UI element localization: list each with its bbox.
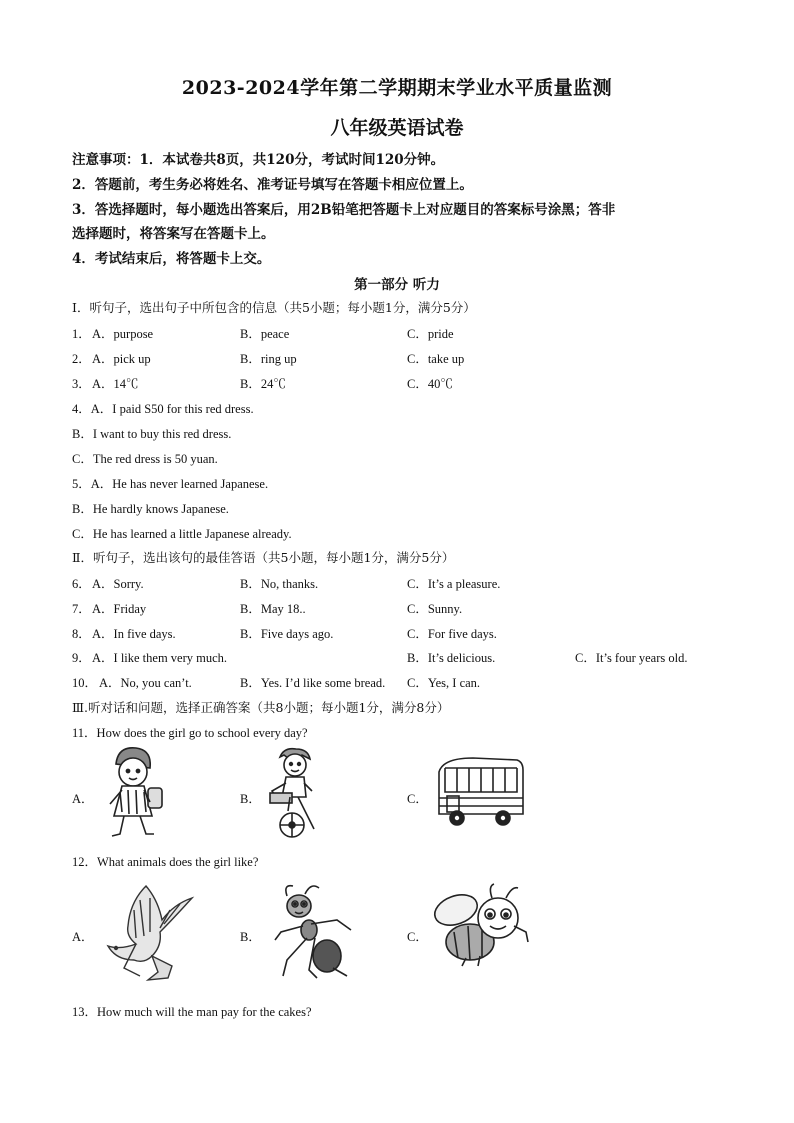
question-11-text: 11．How does the girl go to school every day? [72,726,308,740]
question-3-option-a: A．14℃ [92,377,139,391]
question-8-option-b: B．Five days ago. [240,627,334,641]
question-10-option-c: C．Yes, I can. [407,676,481,690]
note-line-3: 3．答选择题时，每小题选出答案后，用2B铅笔把答题卡上对应题目的答案标号涂黑；答非 [72,202,616,218]
question-8-number: 8． [72,627,91,641]
question-9-option-c: C．It’s four years old. [575,651,688,665]
question-3-option-c: C．40℃ [407,377,453,391]
question-1-option-a: A．purpose [92,327,154,341]
bee-picture [428,882,534,968]
question-9-number: 9． [72,651,91,665]
question-12-label-b: B． [240,930,261,944]
note-line-4: 选择题时，将答案写在答题卡上。 [72,226,275,242]
question-2-option-b: B．ring up [240,352,297,366]
note-line-1: 注意事项：1．本试卷共8页，共120分，考试时间120分钟。 [72,152,445,168]
question-7-option-a: A．Friday [92,602,147,616]
question-1-number: 1． [72,327,91,341]
question-10-option-b: B．Yes. I’d like some bread. [240,676,386,690]
question-13-text: 13．How much will the man pay for the cakes? [72,1005,312,1019]
question-4-option-c: C．The red dress is 50 yuan. [72,452,218,466]
question-11-label-b: B． [240,792,261,806]
question-5-option-c: C．He has learned a little Japanese already. [72,527,292,541]
question-7-option-b: B．May 18.. [240,602,306,616]
question-5-option-a: 5．A．He has never learned Japanese. [72,477,269,491]
bird-picture [100,880,198,982]
note-line-5: 4．考试结束后，将答题卡上交。 [72,251,271,267]
question-12-text: 12．What animals does the girl like? [72,855,259,869]
question-10-option-a: A．No, you can’t. [99,676,192,690]
question-6-option-b: B．No, thanks. [240,577,319,591]
exam-title: 2023-2024学年第二学期期末学业水平质量监测 [181,77,613,99]
section-2-instruction: Ⅱ．听句子，选出该句的最佳答语（共5小题，每小题1分，满分5分） [72,550,455,565]
question-8-option-a: A．In five days. [92,627,176,641]
section-1-instruction: Ⅰ．听句子，选出句子中所包含的信息（共5小题；每小题1分，满分5分） [72,300,476,315]
question-6-number: 6． [72,577,91,591]
question-1-option-b: B．peace [240,327,290,341]
question-12-label-a: A． [72,930,94,944]
question-11-label-c: C． [407,792,428,806]
question-9-option-a: A．I like them very much. [92,651,228,665]
question-1-option-c: C．pride [407,327,454,341]
question-7-number: 7． [72,602,91,616]
exam-subtitle: 八年级英语试卷 [330,117,464,139]
question-12-label-c: C． [407,930,428,944]
girl-walking-picture [96,742,168,842]
question-6-option-a: A．Sorry. [92,577,144,591]
question-9-option-b: B．It’s delicious. [407,651,496,665]
question-2-option-a: A．pick up [92,352,151,366]
bus-picture [433,752,525,832]
section-3-instruction: Ⅲ.听对话和问题，选择正确答案（共8小题；每小题1分，满分8分） [72,700,450,715]
question-4-option-a: 4．A．I paid S50 for this red dress. [72,402,254,416]
part-title: 第一部分 听力 [354,277,440,293]
question-8-option-c: C．For five days. [407,627,497,641]
question-10-number: 10． [72,676,98,690]
question-2-option-c: C．take up [407,352,465,366]
question-2-number: 2． [72,352,91,366]
note-line-2: 2．答题前，考生务必将姓名、准考证号填写在答题卡相应位置上。 [72,177,473,193]
question-5-option-b: B．He hardly knows Japanese. [72,502,229,516]
question-3-option-b: B．24℃ [240,377,286,391]
question-7-option-c: C．Sunny. [407,602,463,616]
ant-picture [267,880,359,984]
question-11-label-a: A． [72,792,94,806]
boy-cycling-picture [262,745,330,841]
question-4-option-b: B．I want to buy this red dress. [72,427,232,441]
question-6-option-c: C．It’s a pleasure. [407,577,501,591]
question-3-number: 3． [72,377,91,391]
